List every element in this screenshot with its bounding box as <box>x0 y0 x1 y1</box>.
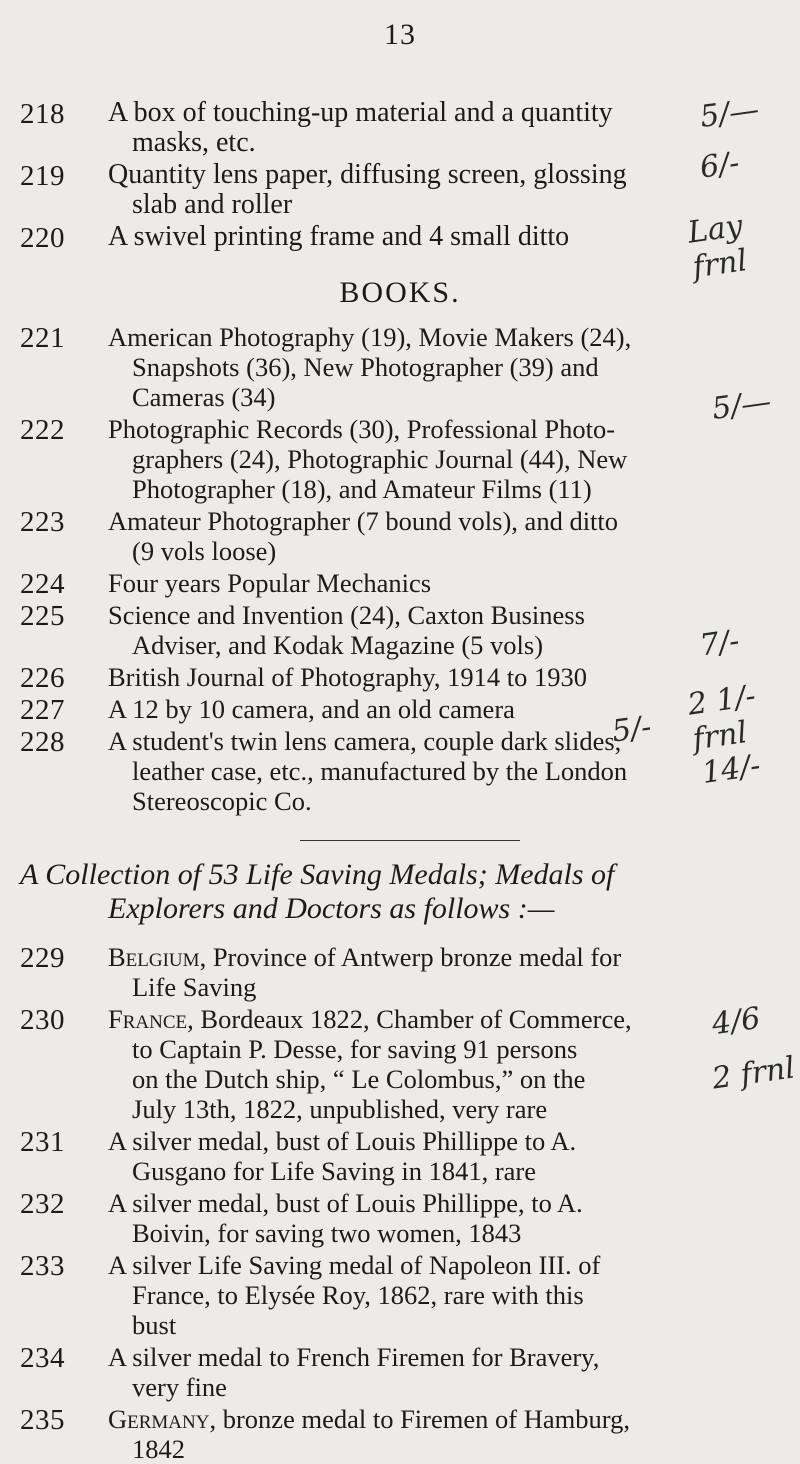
lot-line: Life Saving <box>132 972 257 1002</box>
lot-description <box>108 160 680 220</box>
lot-line: Cameras (34) <box>132 382 276 412</box>
lot-line: graphers (24), Photographic Journal (44), New <box>132 444 628 474</box>
page-number: 13 <box>384 18 416 51</box>
lot-line: Photographic Records (30), Professional Photo- <box>108 414 616 444</box>
lot-description <box>108 662 680 692</box>
lot-line: very fine <box>132 1372 227 1402</box>
lot-line: A silver Life Saving medal of Napoleon III. of <box>108 1250 601 1280</box>
lot-line: Science and Invention (24), Caxton Business <box>108 600 585 630</box>
lot-line: A 12 by 10 camera, and an old camera <box>108 694 515 724</box>
lot-line: Amateur Photographer (7 bound vols), and ditto <box>108 506 619 536</box>
lot-description <box>108 726 680 816</box>
lot-description <box>108 942 680 1002</box>
lot-line: France, to Elysée Roy, 1862, rare with this <box>132 1280 584 1310</box>
lot-line: on the Dutch ship, “ Le Colombus,” on the <box>132 1064 586 1094</box>
lot-description <box>108 1404 680 1464</box>
lot-number: 218 <box>20 98 65 130</box>
lot-line: July 13th, 1822, unpublished, very rare <box>132 1094 548 1124</box>
price-annotation: 14/- <box>699 748 763 791</box>
lot-line: A silver medal, bust of Louis Phillippe to A. <box>108 1126 577 1156</box>
lot-line: A student's twin lens camera, couple dark slides, <box>108 726 622 756</box>
lot-description <box>108 414 680 504</box>
lot-description <box>108 694 680 724</box>
lot-line: Stereoscopic Co. <box>132 786 312 816</box>
lot-number: 230 <box>20 1004 65 1036</box>
price-annotation: 4/6 <box>709 1000 763 1043</box>
lot-number: 220 <box>20 222 65 254</box>
lot-number: 232 <box>20 1188 65 1220</box>
lot-line: Gusgano for Life Saving in 1841, rare <box>132 1156 537 1186</box>
price-annotation: 6/- <box>697 145 742 186</box>
section-divider <box>300 840 520 841</box>
lot-line: Quantity lens paper, diffusing screen, glossing <box>108 159 627 190</box>
price-annotation: 5/- <box>609 709 654 750</box>
lot-number: 222 <box>20 414 65 446</box>
lot-number: 226 <box>20 662 65 694</box>
lot-line: Four years Popular Mechanics <box>108 568 432 598</box>
lot-line: 1842 <box>132 1434 185 1464</box>
lot-line: masks, etc. <box>132 127 256 158</box>
lot-description <box>108 1250 680 1340</box>
lot-description <box>108 322 680 412</box>
price-annotation: Lay frnl <box>685 208 750 286</box>
lot-line: American Photography (19), Movie Makers (24), <box>108 322 632 352</box>
lot-line: A swivel printing frame and 4 small ditto <box>108 221 570 252</box>
lot-description <box>108 222 680 252</box>
price-annotation: 7/- <box>697 623 742 664</box>
lot-description <box>108 1188 680 1248</box>
lot-number: 235 <box>20 1404 65 1436</box>
lot-line: (9 vols loose) <box>132 536 277 566</box>
price-annotation: 5/— <box>709 384 774 427</box>
lot-line: Photographer (18), and Amateur Films (11) <box>132 474 592 504</box>
lot-description <box>108 1342 680 1402</box>
lot-line: to Captain P. Desse, for saving 91 persons <box>132 1034 578 1064</box>
lot-line: leather case, etc., manufactured by the London <box>132 756 628 786</box>
price-annotation: 2 frnl <box>709 1050 798 1097</box>
lot-description <box>108 1004 680 1124</box>
lot-number: 234 <box>20 1342 65 1374</box>
lot-description <box>108 568 680 598</box>
price-annotation: 2 1/- frnl <box>685 678 758 758</box>
lot-line: A box of touching-up material and a quantity <box>108 97 613 128</box>
lot-line: bust <box>132 1310 177 1340</box>
lot-line: Snapshots (36), New Photographer (39) and <box>132 352 599 382</box>
lot-line: Boivin, for saving two women, 1843 <box>132 1218 522 1248</box>
lot-line: British Journal of Photography, 1914 to 1930 <box>108 662 587 692</box>
lot-description <box>108 600 680 660</box>
lot-number: 228 <box>20 726 65 758</box>
lot-number: 223 <box>20 506 65 538</box>
lot-number: 231 <box>20 1126 65 1158</box>
lot-line: Belgium, Province of Antwerp bronze medal for <box>108 942 622 972</box>
collection-line-2: Explorers and Doctors as follows :— <box>108 892 555 925</box>
lot-line: France, Bordeaux 1822, Chamber of Commerce, <box>108 1004 632 1034</box>
collection-line-1: A Collection of 53 Life Saving Medals; Medals of <box>20 858 615 891</box>
lot-number: 229 <box>20 942 65 974</box>
lot-number: 233 <box>20 1250 65 1282</box>
lot-description <box>108 1126 680 1186</box>
lot-line: Adviser, and Kodak Magazine (5 vols) <box>132 630 544 660</box>
lot-number: 225 <box>20 600 65 632</box>
lot-line: A silver medal, bust of Louis Phillippe, to A. <box>108 1188 583 1218</box>
lot-line: A silver medal to French Firemen for Bravery, <box>108 1342 600 1372</box>
lot-line: slab and roller <box>132 189 293 220</box>
lot-number: 219 <box>20 160 65 192</box>
lot-number: 224 <box>20 568 65 600</box>
lot-line: Germany, bronze medal to Firemen of Hamburg, <box>108 1404 630 1434</box>
lot-description <box>108 506 680 566</box>
price-annotation: 5/— <box>697 92 762 135</box>
lot-number: 221 <box>20 322 65 354</box>
books-heading: BOOKS. <box>339 276 461 309</box>
lot-number: 227 <box>20 694 65 726</box>
lot-description <box>108 98 680 158</box>
collection-heading <box>20 858 780 926</box>
